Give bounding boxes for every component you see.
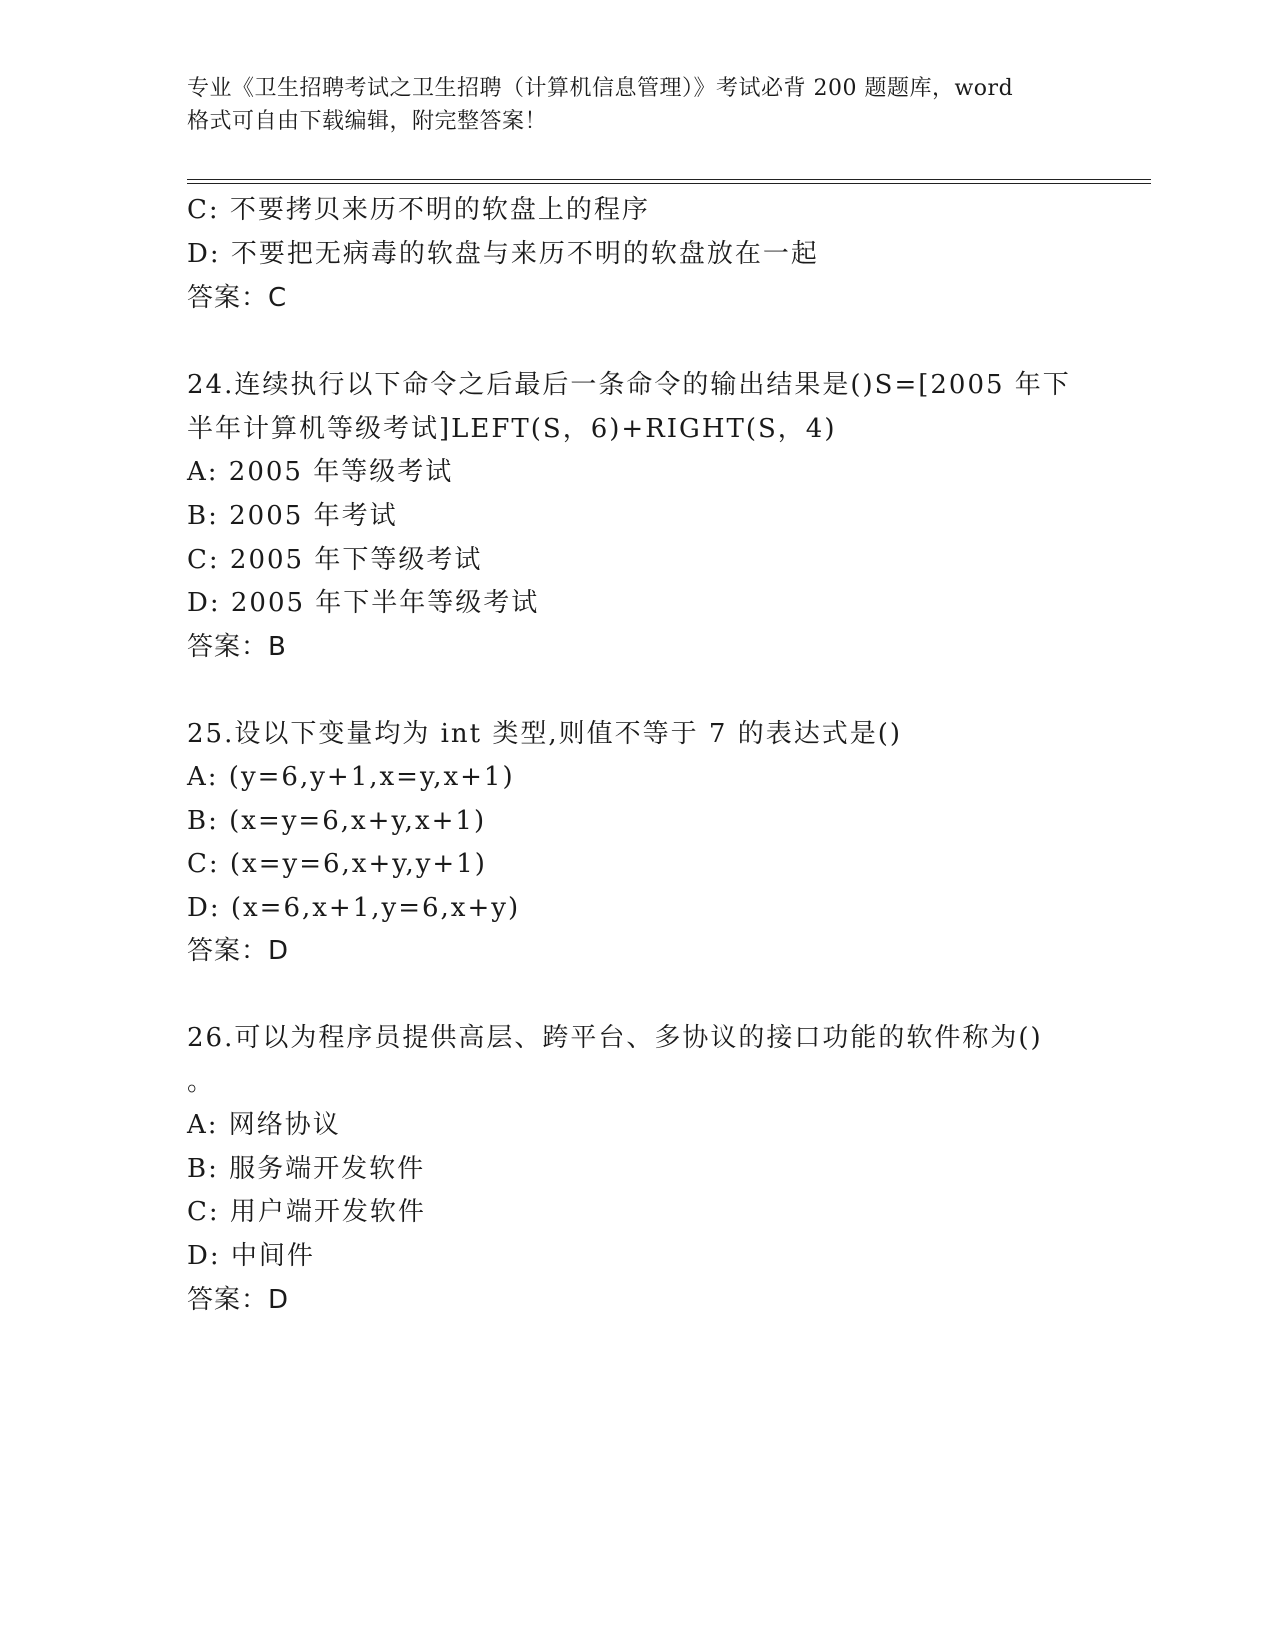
q25-option-d: D: (x=6,x+1,y=6,x+y) [187, 893, 521, 923]
q24-option-c: C: 2005 年下等级考试 [187, 545, 483, 575]
q26-option-d: D: 中间件 [187, 1241, 315, 1271]
q24-stem-line-2: 半年计算机等级考试]LEFT(S，6)+RIGHT(S，4) [187, 414, 837, 444]
header-title-line-1: 专业《卫生招聘考试之卫生招聘（计算机信息管理）》考试必背 200 题题库，word [187, 76, 1014, 101]
q26-option-a: A: 网络协议 [187, 1110, 341, 1140]
q26-option-c: C: 用户端开发软件 [187, 1197, 426, 1227]
q25-option-a: A: (y=6,y+1,x=y,x+1) [187, 762, 515, 792]
q25-answer: 答案：D [187, 936, 290, 966]
q23-answer: 答案：C [187, 283, 288, 313]
q26-option-b: B: 服务端开发软件 [187, 1154, 426, 1184]
q25-option-b: B: (x=y=6,x+y,x+1) [187, 806, 487, 836]
q23-option-c: C: 不要拷贝来历不明的软盘上的程序 [187, 195, 650, 225]
q26-stem-line-2: 。 [187, 1067, 216, 1097]
q24-option-d: D: 2005 年下半年等级考试 [187, 588, 540, 618]
q24-answer: 答案：B [187, 632, 287, 662]
q25-stem: 25.设以下变量均为 int 类型,则值不等于 7 的表达式是() [187, 719, 903, 749]
q25-option-c: C: (x=y=6,x+y,y+1) [187, 849, 487, 879]
q24-option-a: A: 2005 年等级考试 [187, 457, 454, 487]
header-divider [187, 179, 1151, 184]
header-title-line-2: 格式可自由下载编辑，附完整答案！ [187, 109, 548, 134]
q24-stem-line-1: 24.连续执行以下命令之后最后一条命令的输出结果是()S=[2005 年下 [187, 370, 1071, 400]
document-header [187, 72, 1107, 138]
q26-answer: 答案：D [187, 1285, 290, 1315]
q23-option-d: D: 不要把无病毒的软盘与来历不明的软盘放在一起 [187, 239, 819, 269]
q26-stem-line-1: 26.可以为程序员提供高层、跨平台、多协议的接口功能的软件称为() [187, 1023, 1043, 1053]
q24-option-b: B: 2005 年考试 [187, 501, 398, 531]
